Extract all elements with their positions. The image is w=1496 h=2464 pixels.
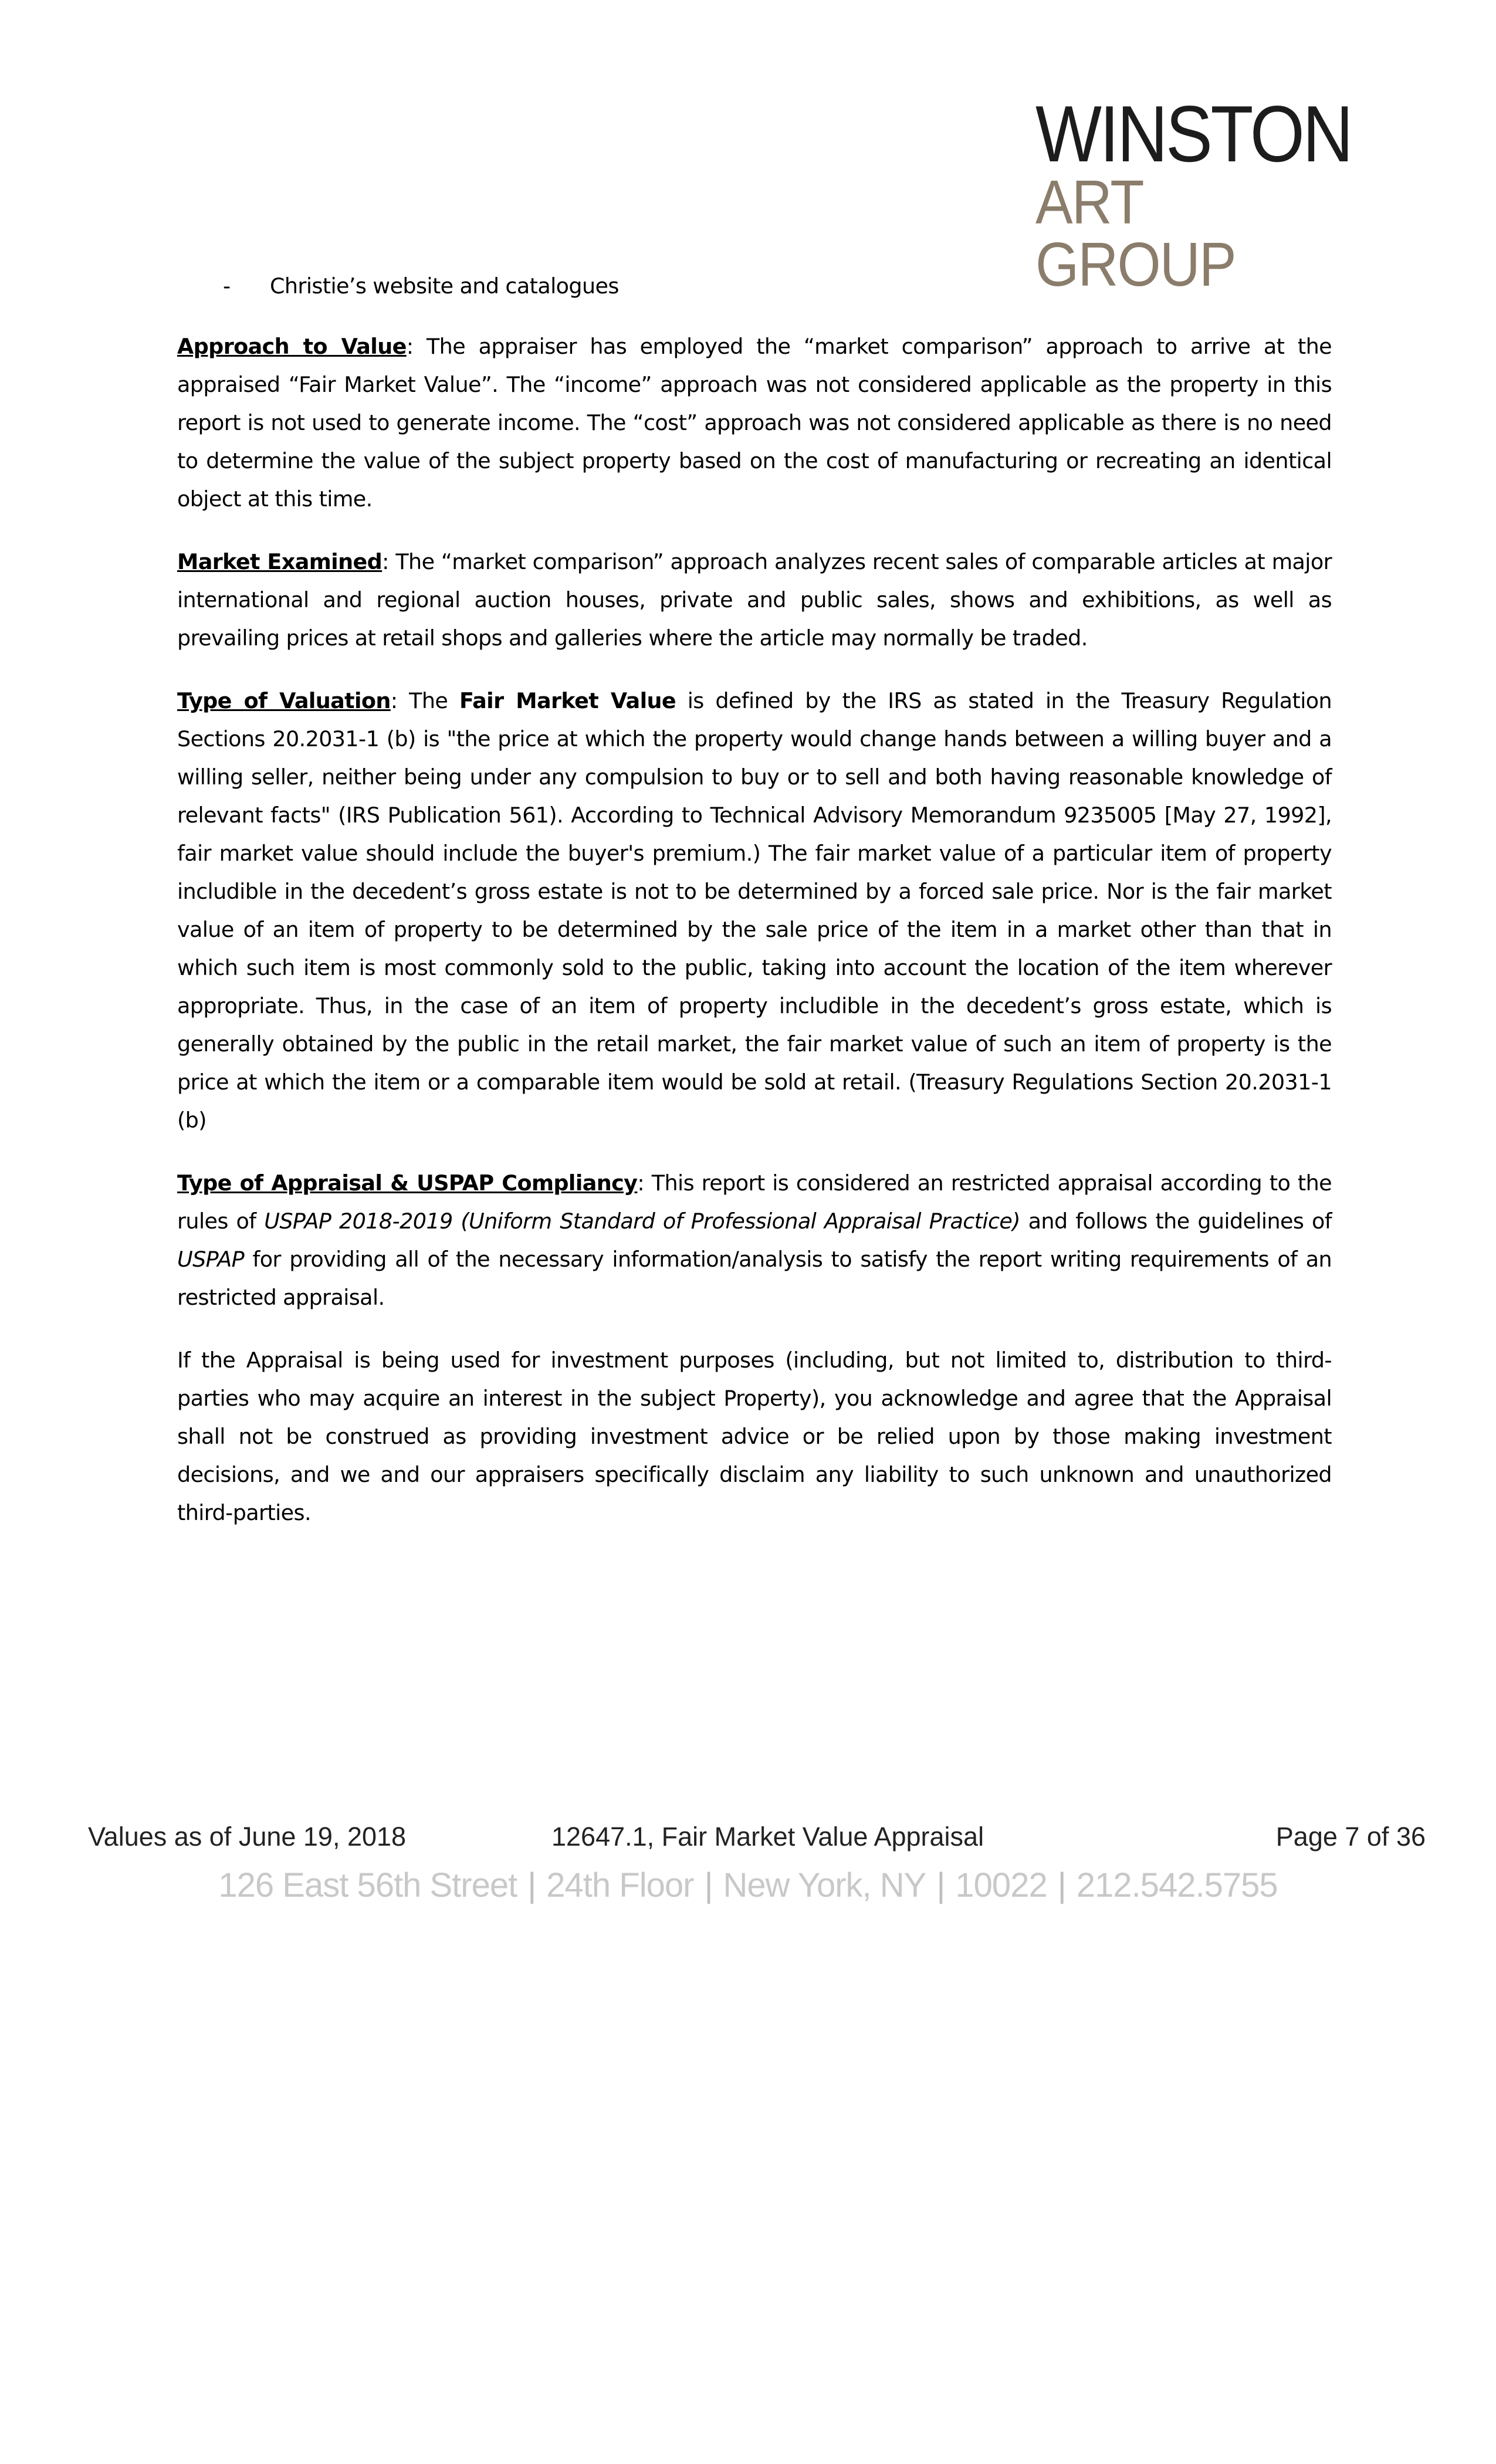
footer-date: Values as of June 19, 2018: [88, 1822, 407, 1852]
approach-text: The appraiser has employed the “market comparison” approach to arrive at the appraised “Fair Market Value”. The “income” approach was not considered applicable as the property in this report is not used to generate income. The “cost” approach was not considered applicable as there is no need to determine the value of the subject property based on the cost of manufacturing or recreating an identical object at this time.: [177, 334, 1332, 512]
approach-paragraph: [177, 327, 1332, 518]
uspap-text-1: This report is considered an restricted appraisal according to the rules of: [177, 1170, 1332, 1234]
market-heading: Market Examined: [177, 549, 383, 574]
valuation-heading: Type of Valuation: [177, 688, 391, 713]
market-paragraph: [177, 543, 1332, 657]
source-bullet-item: [177, 267, 1332, 305]
approach-heading: Approach to Value: [177, 334, 407, 359]
address-phone: 212.542.5755: [1076, 1866, 1278, 1904]
company-logo: [1035, 89, 1364, 299]
page-footer: [88, 1822, 1426, 1857]
market-text: The “market comparison” approach analyzes recent sales of comparable articles at major international and regional auction houses, private and public sales, shows and exhibitions, as well as prevailing prices at retail shops and galleries where the article may normally be traded.: [177, 549, 1332, 651]
market-colon: :: [382, 549, 389, 574]
footer-report-title: 12647.1, Fair Market Value Appraisal: [551, 1822, 984, 1852]
address-separator: |: [936, 1866, 945, 1904]
uspap-italic-1: USPAP 2018-2019 (Uniform Standard of Professional Appraisal Practice): [264, 1209, 1020, 1234]
valuation-paragraph: [177, 682, 1332, 1139]
valuation-text: is defined by the IRS as stated in the Treasury Regulation Sections 20.2031-1 (b) is "the price at which the property would change hands between a willing buyer and a willing seller, neither being under any compulsion to buy or to sell and both having reasonable knowledge of relevant facts" (IRS Publication 561). According to Technical Advisory Memorandum 9235005 [May 27, 1992], fair market value should include the buyer's premium.) The fair market value of a particular item of property includible in the decedent’s gross estate is not to be determined by a forced sale price. Nor is the fair market value of an item of property to be determined by the sale price of the item in a market other than that in which such item is most commonly sold to the public, taking into account the location of the item wherever appropriate. Thus, in the case of an item of property includible in the decedent’s gross estate, which is generally obtained by the public in the retail market, the fair market value of such an item of property is the price at which the item or a comparable item would be sold at retail. (Treasury Regulations Section 20.2031-1 (b): [177, 688, 1332, 1133]
bullet-dash: -: [223, 273, 231, 299]
address-separator: |: [1057, 1866, 1066, 1904]
valuation-colon: :: [390, 688, 398, 713]
logo-line-2: ART GROUP: [1035, 168, 1236, 299]
bullet-text: Christie’s website and catalogues: [270, 273, 619, 299]
page-body: [177, 267, 1332, 1556]
address-separator: |: [704, 1866, 713, 1904]
address-zip: 10022: [955, 1866, 1047, 1904]
uspap-italic-2: USPAP: [177, 1247, 245, 1272]
address-floor: 24th Floor: [546, 1866, 694, 1904]
address-street: 126 East 56th Street: [218, 1866, 517, 1904]
address-separator: |: [527, 1866, 536, 1904]
uspap-heading: Type of Appraisal & USPAP Compliancy: [177, 1170, 638, 1196]
address-city: New York, NY: [723, 1866, 926, 1904]
valuation-bold-term: Fair Market Value: [459, 688, 676, 713]
company-address: [0, 1866, 1496, 1905]
logo-line-1: WINSTON: [1035, 89, 1352, 178]
uspap-text-2: and follows the guidelines of: [1020, 1209, 1332, 1234]
uspap-colon: :: [637, 1170, 645, 1196]
uspap-paragraph: [177, 1164, 1332, 1316]
uspap-text-3: for providing all of the necessary information/analysis to satisfy the report writing requirements of an restricted appraisal.: [177, 1247, 1332, 1310]
footer-page-number: Page 7 of 36: [1275, 1822, 1426, 1852]
valuation-pre: The: [397, 688, 459, 713]
approach-colon: :: [406, 334, 414, 359]
investment-paragraph: If the Appraisal is being used for investment purposes (including, but not limited to, distribution to third-parties who may acquire an interest in the subject Property), you acknowledge and agree that the Appraisal shall not be construed as providing investment advice or be relied upon by those making investment decisions, and we and our appraisers specifically disclaim any liability to such unknown and unauthorized third-parties.: [177, 1348, 1332, 1525]
